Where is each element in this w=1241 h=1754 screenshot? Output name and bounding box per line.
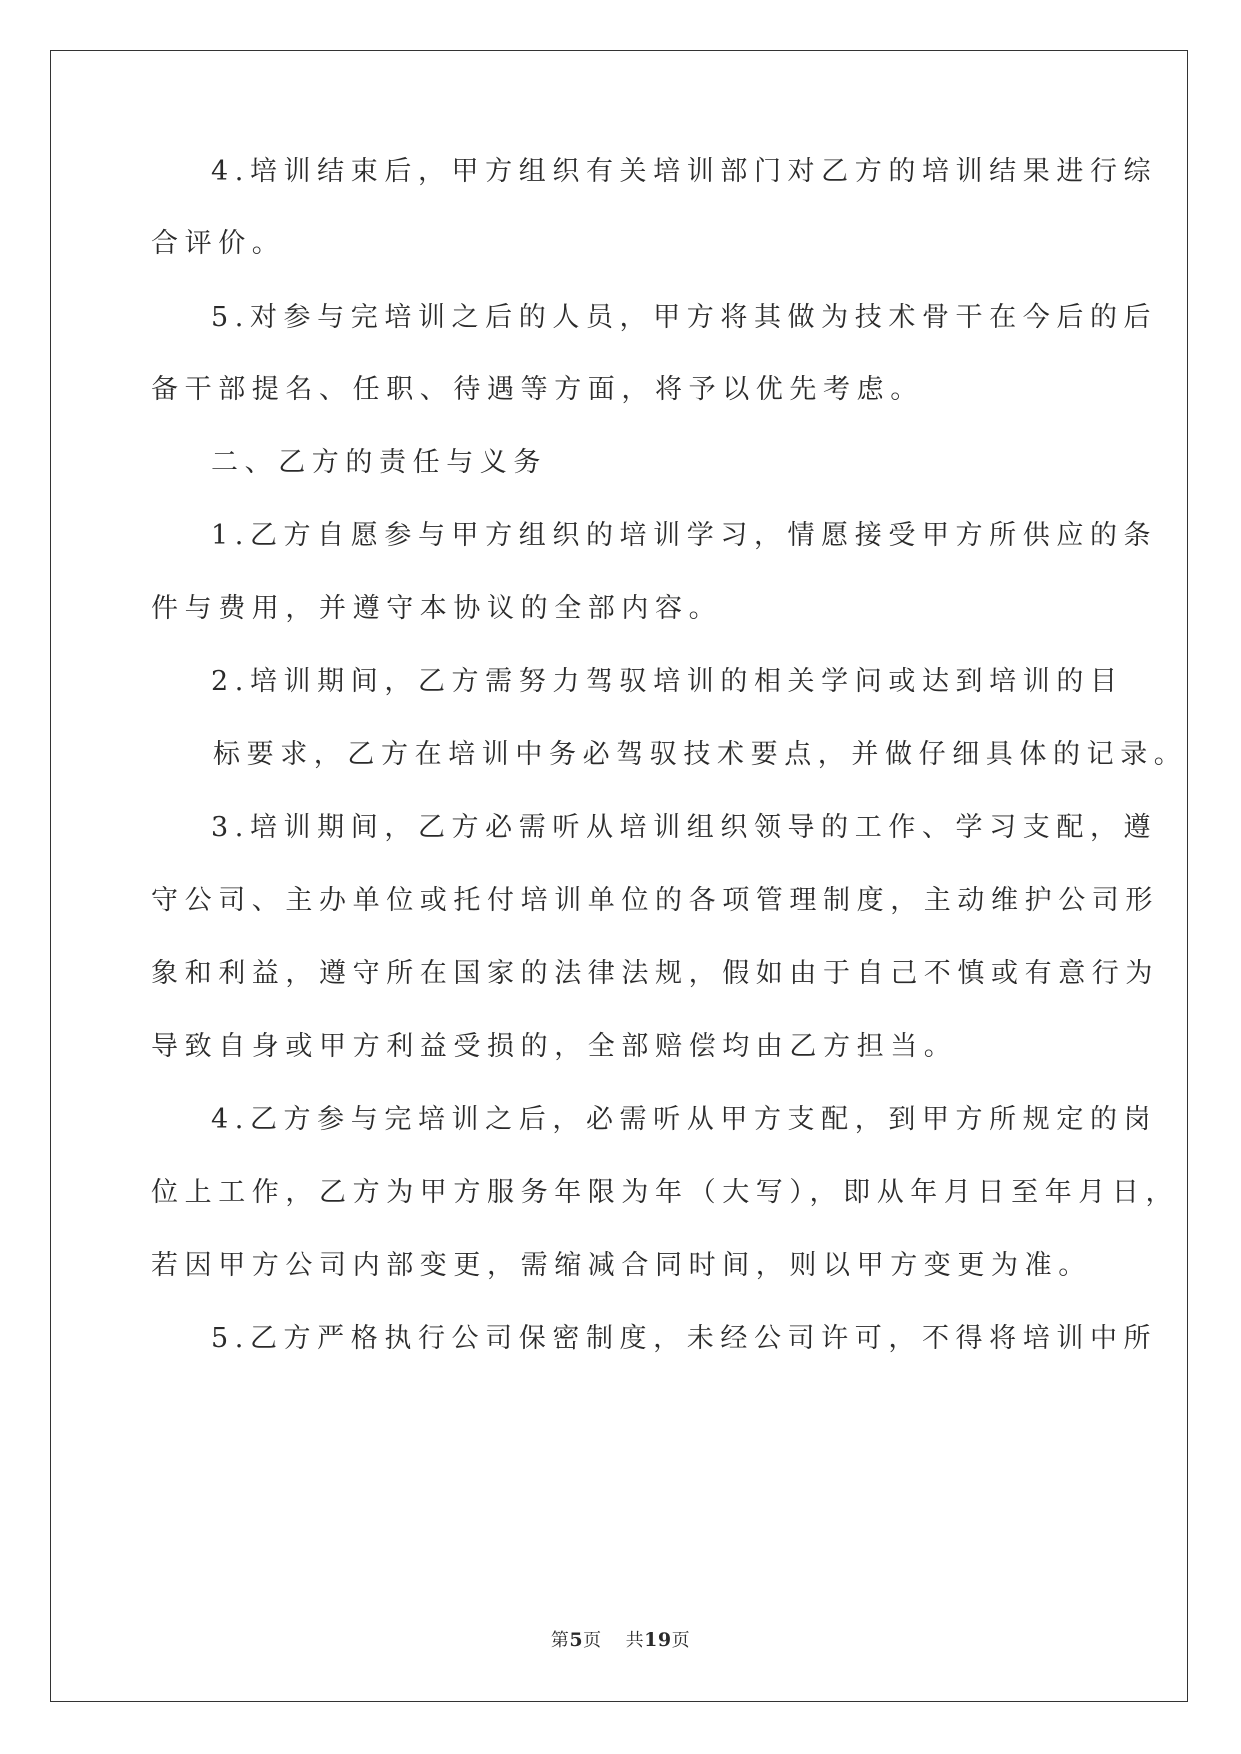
page-footer bbox=[0, 1626, 1241, 1652]
paragraph-line: 合评价。 bbox=[151, 228, 286, 259]
paragraph-line: 3.培训期间，乙方必需听从培训组织领导的工作、学习支配，遵 bbox=[211, 812, 1158, 843]
paragraph-line: 1.乙方自愿参与甲方组织的培训学习，情愿接受甲方所供应的条 bbox=[211, 520, 1158, 551]
paragraph-line: 2.培训期间，乙方需努力驾驭培训的相关学问或达到培训的目 bbox=[211, 666, 1124, 697]
paragraph-line: 5.对参与完培训之后的人员，甲方将其做为技术骨干在今后的后 bbox=[211, 302, 1158, 333]
footer-total-pages: 19 bbox=[644, 1629, 672, 1651]
paragraph-line: 件与费用，并遵守本协议的全部内容。 bbox=[151, 593, 723, 624]
paragraph-line: 导致自身或甲方利益受损的，全部赔偿均由乙方担当。 bbox=[151, 1031, 958, 1062]
paragraph-line: 4.乙方参与完培训之后，必需听从甲方支配，到甲方所规定的岗 bbox=[211, 1104, 1158, 1135]
paragraph-line: 守公司、主办单位或托付培训单位的各项管理制度，主动维护公司形 bbox=[151, 885, 1159, 916]
section-heading: 二、乙方的责任与义务 bbox=[211, 447, 547, 478]
paragraph-line: 标要求，乙方在培训中务必驾驭技术要点，并做仔细具体的记录。 bbox=[213, 739, 1188, 770]
footer-page-suffix: 页 bbox=[583, 1630, 602, 1651]
paragraph-line: 象和利益，遵守所在国家的法律法规，假如由于自己不慎或有意行为 bbox=[151, 958, 1159, 989]
paragraph-line: 5.乙方严格执行公司保密制度，未经公司许可，不得将培训中所 bbox=[211, 1323, 1158, 1354]
paragraph-line: 备干部提名、任职、待遇等方面，将予以优先考虑。 bbox=[151, 374, 924, 405]
footer-page-number: 5 bbox=[569, 1629, 584, 1651]
footer-total-suffix: 页 bbox=[671, 1630, 691, 1651]
footer-total-prefix: 共 bbox=[625, 1630, 645, 1651]
paragraph-line: 4.培训结束后，甲方组织有关培训部门对乙方的培训结果进行综 bbox=[211, 156, 1158, 187]
footer-page-prefix: 第 bbox=[550, 1630, 570, 1651]
paragraph-line: 若因甲方公司内部变更，需缩减合同时间，则以甲方变更为准。 bbox=[151, 1250, 1092, 1281]
paragraph-line: 位上工作，乙方为甲方服务年限为年（大写），即从年月日至年月日， bbox=[151, 1177, 1180, 1208]
